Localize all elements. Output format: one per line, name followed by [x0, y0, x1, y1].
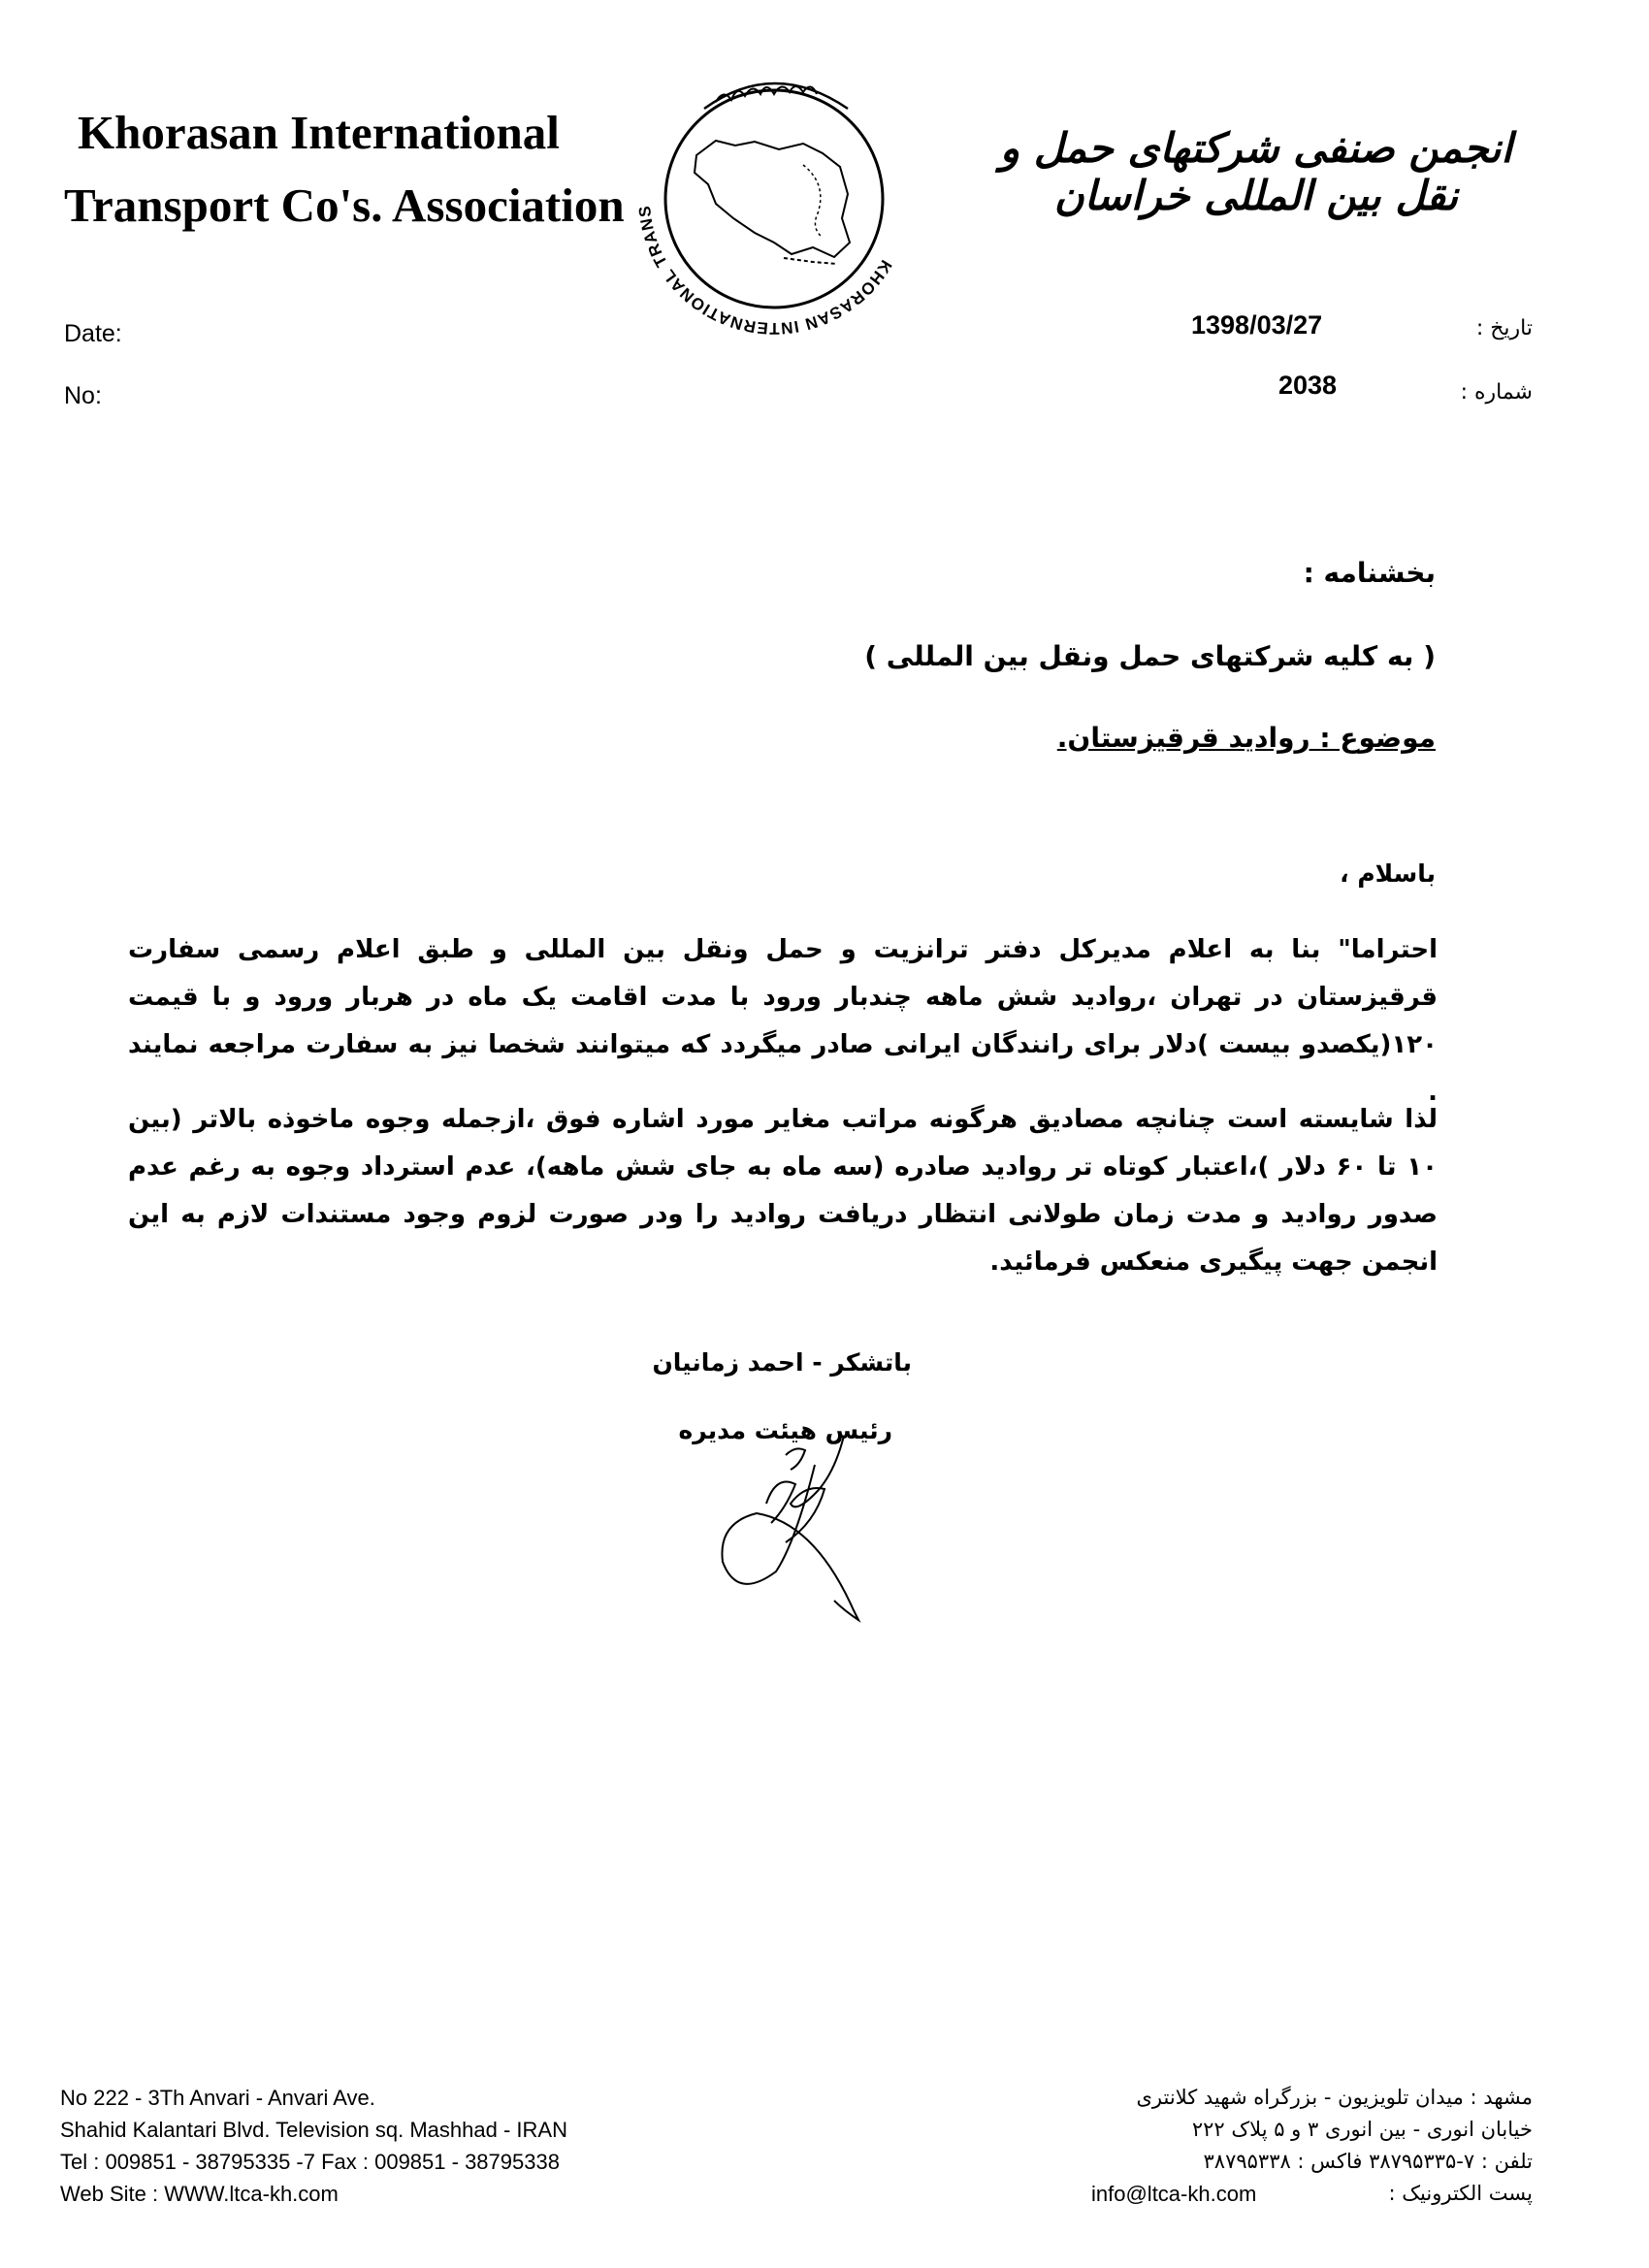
body-paragraph-2: لذا شایسته است چنانچه مصادیق هرگونه مراتب مغایر مورد اشاره فوق ،ازجمله وجوه ماخوذه بالاتر (بین ۱۰ تا ۶۰ دلار )،اعتبار کوتاه تر روادید صادره (سه ماه به جای شش ماهه)، عدم استرداد وجوه به رغم عدم صدور روادید و مدت زمان طولانی انتظار دریافت روادید را ودر صورت لزوم وجود مستندات لازم به این انجمن جهت پیگیری منعکس فرمائید.	[128, 1105, 1438, 1277]
body-paragraph-1: احتراما" بنا به اعلام مدیرکل دفتر ترانزیت و حمل ونقل بین المللی و طبق اعلام رسمی سفارت قرقیزستان در تهران ،روادید شش ماهه چندبار ورود با مدت اقامت یک ماه در هربار ورود و با قیمت ۱۲۰(یکصدو بیست )دلار برای رانندگان ایرانی صادر میگردد که میتوانند شخصا نیز به سفارت مراجعه نمایند .	[128, 935, 1438, 1107]
date-label-en: Date:	[64, 320, 122, 347]
sender-position: رئیس هیئت مدیره	[678, 1416, 892, 1444]
footer-fa-line: خیابان انوری - بین انوری ۳ و ۵ پلاک ۲۲۲	[1191, 2118, 1533, 2141]
subject-line: موضوع : روادید قرقیزستان.	[1056, 722, 1436, 754]
org-name-fa: انجمن صنفی شرکتهای حمل و نقل بین المللی خراسان	[999, 124, 1513, 219]
org-name-en-line1: Khorasan International	[78, 106, 560, 159]
addressee: ( به کلیه شرکتهای حمل ونقل بین المللی )	[864, 640, 1436, 672]
svg-text:KHORASAN INTERNATIONAL TRANSPO: KHORASAN INTERNATIONAL TRANS	[635, 204, 896, 339]
footer-en-line: Tel : 009851 - 38795335 -7 Fax : 009851 - 38795338	[60, 2150, 560, 2174]
footer-fa-line: تلفن : ۷-۳۸۷۹۵۳۳۵ فاکس : ۳۸۷۹۵۳۳۸	[1203, 2150, 1533, 2173]
closing-sender: باتشکر - احمد زمانیان	[652, 1348, 912, 1377]
footer-fa-line: مشهد : میدان تلویزیون - بزرگراه شهید کلانتری	[1136, 2086, 1533, 2109]
footer-email: info@ltca-kh.com	[1091, 2182, 1257, 2206]
footer-en-line: No 222 - 3Th Anvari - Anvari Ave.	[60, 2086, 375, 2110]
greeting: باسلام ،	[1340, 859, 1436, 888]
circular-heading: بخشنامه :	[1303, 557, 1436, 589]
org-name-en-line2: Transport Co's. Association	[64, 178, 625, 232]
footer-address-en	[60, 2082, 567, 2210]
letter-number: 2038	[1278, 371, 1338, 400]
date-value: 1398/03/27	[1191, 310, 1323, 340]
no-label-fa: شماره :	[1460, 380, 1533, 405]
footer-en-line: Web Site : WWW.ltca-kh.com	[60, 2182, 339, 2206]
date-label-fa: تاریخ :	[1475, 316, 1533, 340]
handwritten-signature-icon	[698, 1416, 892, 1639]
footer-fa-line: پست الکترونیک :	[1388, 2182, 1533, 2205]
footer-en-line: Shahid Kalantari Blvd. Television sq. Mashhad - IRAN	[60, 2118, 567, 2142]
iran-map-seal-icon	[619, 49, 929, 349]
no-label-en: No:	[64, 382, 102, 409]
